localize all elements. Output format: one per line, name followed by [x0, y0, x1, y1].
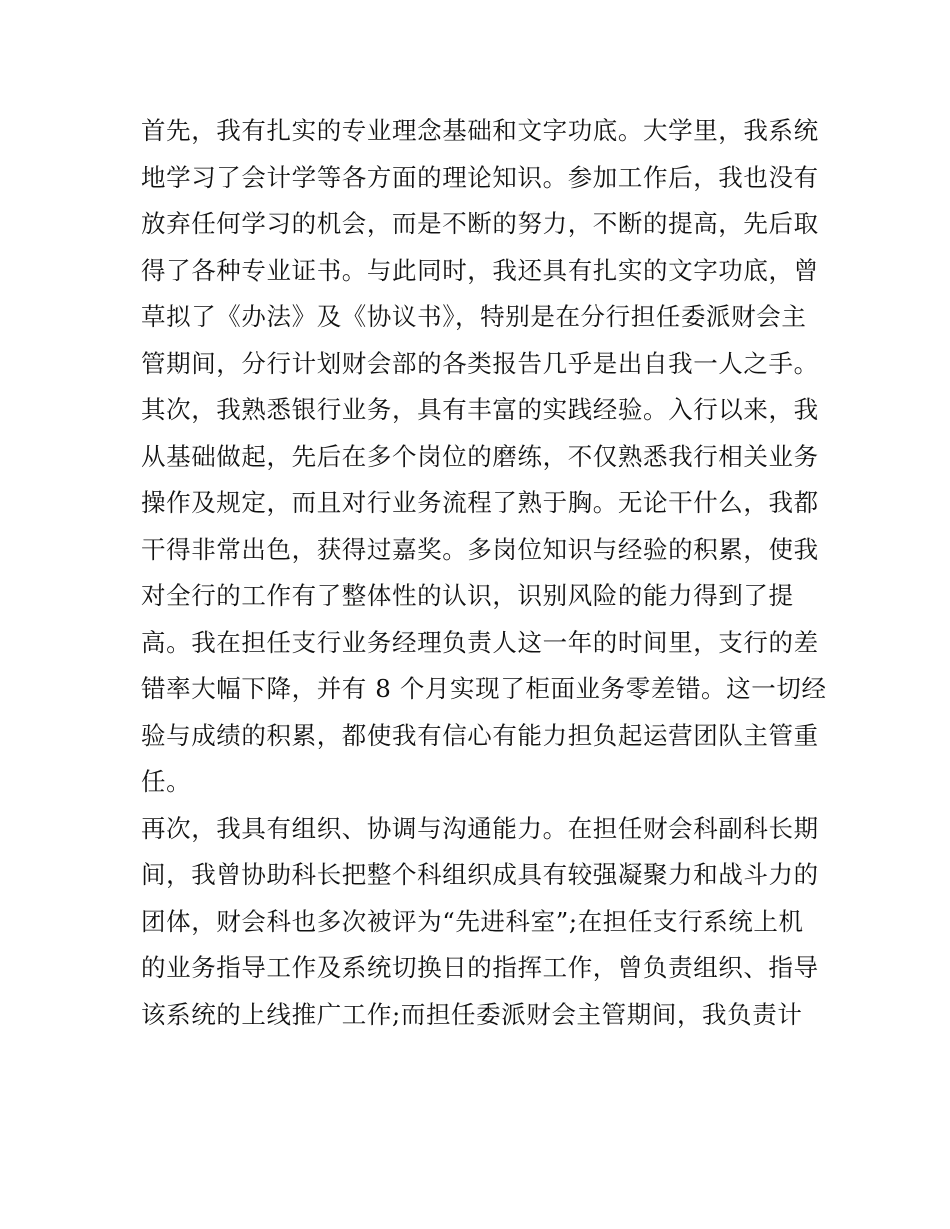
- text-line: 验与成绩的积累，都使我有信心有能力担负起运营团队主管重: [141, 720, 819, 750]
- text-line: 任。: [141, 767, 192, 796]
- text-line: 高。我在担任支行业务经理负责人这一年的时间里，支行的差: [141, 627, 819, 657]
- text-line: 间，我曾协助科长把整个科组织成具有较强凝聚力和战斗力的: [141, 860, 819, 889]
- text-line: 对全行的工作有了整体性的认识，识别风险的能力得到了提: [141, 581, 794, 610]
- text-line: 从基础做起，先后在多个岗位的磨练，不仅熟悉我行相关业务: [141, 441, 819, 471]
- text-line: 操作及规定，而且对行业务流程了熟于胸。无论干什么，我都: [141, 488, 819, 517]
- text-line: 地学习了会计学等各方面的理论知识。参加工作后，我也没有: [141, 162, 819, 192]
- text-line: 管期间，分行计划财会部的各类报告几乎是出自我一人之手。: [141, 348, 819, 378]
- text-line: 再次，我具有组织、协调与沟通能力。在担任财会科副科长期: [141, 813, 819, 843]
- body-text: [141, 108, 827, 1038]
- text-line: 得了各种专业证书。与此同时，我还具有扎实的文字功底，曾: [141, 255, 819, 285]
- text-line: 该系统的上线推广工作;而担任委派财会主管期间，我负责计: [141, 999, 803, 1029]
- text-line: 放弃任何学习的机会，而是不断的努力，不断的提高，先后取: [141, 209, 819, 238]
- text-line: 草拟了《办法》及《协议书》，特别是在分行担任委派财会主: [141, 302, 807, 331]
- text-line: 的业务指导工作及系统切换日的指挥工作，曾负责组织、指导: [141, 953, 819, 982]
- text-line: 错率大幅下降，并有 8 个月实现了柜面业务零差错。这一切经: [141, 674, 827, 703]
- text-line: 团体，财会科也多次被评为“先进科室”;在担任支行系统上机: [141, 906, 804, 936]
- text-line: 其次，我熟悉银行业务，具有丰富的实践经验。入行以来，我: [141, 395, 819, 424]
- text-line: 首先，我有扎实的专业理念基础和文字功底。大学里，我系统: [141, 116, 819, 145]
- text-line: 干得非常出色，获得过嘉奖。多岗位知识与经验的积累，使我: [141, 534, 819, 564]
